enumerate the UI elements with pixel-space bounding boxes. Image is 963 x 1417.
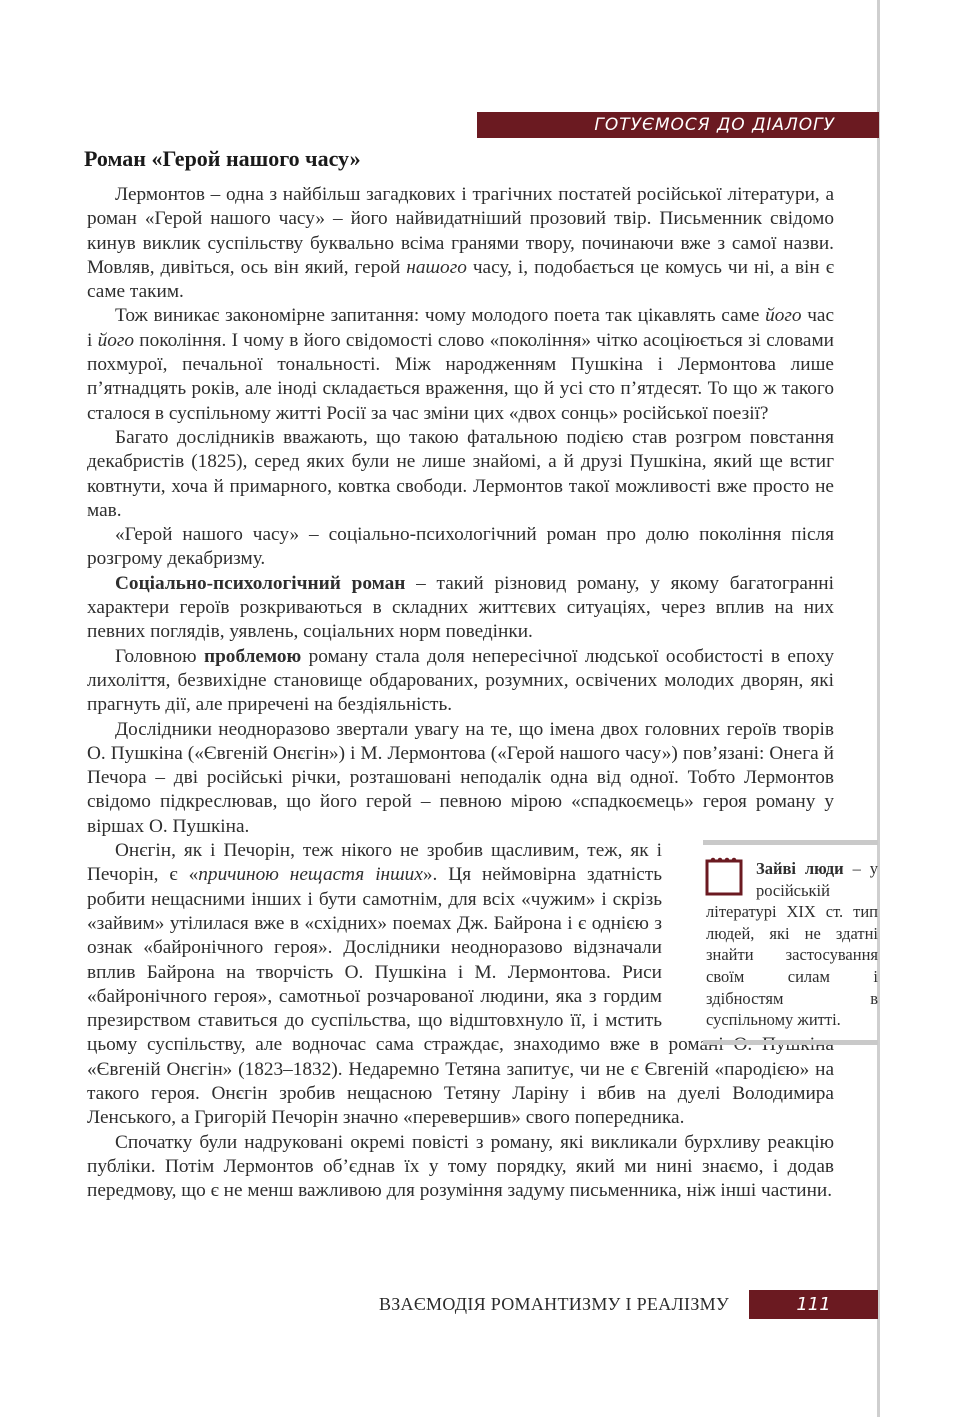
paragraph: Тож виникає закономірне запитання: чому молодого поета так цікавлять саме його час і його покоління. І чому в його свідомості слово «покоління» чітко асоціюється зі словами похмурої, печальної тональності. Між народженням Пушкіна і Лермонтова лише п’ятнадцять років, але іноді складається враження, що й усі сто п’ятдесят. То що ж такого сталося в суспільному житті Росії за час зміни цих «двох сонць» російської поезії? — [87, 305, 835, 424]
paragraph: «Герой нашого часу» – соціально-психологічний роман про долю покоління після розгрому декабризму. — [87, 524, 834, 570]
paragraph: Дослідники неодноразово звертали увагу на те, що імена двох головних героїв творів О. Пушкіна («Євгеній Онєгін») і М. Лермонтова («Герой нашого часу») пов’язані: Онега й Печора – дві російські річки, розташовані неподалік одна від одної. Тобто Лермонтов свідомо підкреслював, що його герой – певною мірою «спадкоємець» героя роману у віршах О. Пушкіна. — [87, 718, 834, 837]
page-edge-rule — [877, 0, 880, 1417]
section-banner: ГОТУЄМОСЯ ДО ДІАЛОГУ — [477, 112, 879, 138]
sidebar-note — [706, 858, 878, 1031]
article-body — [87, 183, 834, 1203]
paragraph: Багато дослідників вважають, що такою фатальною подією став розгром повстання декабристів (1825), серед яких були не лише знайомі, а й друзі Пушкіна, який ще встиг ковтнути, хоча й примарного, ковтка свободи. Лермонтов такої можливості вже просто не мав. — [87, 426, 834, 521]
paragraph: Соціально-психологічний роман – такий різновид роману, у якому багатогранні характери героїв розкриваються в складних життєвих ситуаціях, через вплив на них певних поглядів, уявлень, соціальних норм поведінки. — [87, 572, 834, 643]
paragraph: Головною проблемою роману стала доля непересічної людської особистості в епоху лихоліття, безвихідне становище обдарованих, розумних, освічених молодих дворян, які прагнуть дії, але приречені на бездіяльність. — [87, 645, 834, 716]
sidebar-definition: – у російській літературі XIX ст. тип людей, які не здатні знайти застосування своїм силам і здібностям в суспільному житті. — [706, 859, 878, 1030]
article-title: Роман «Герой нашого часу» — [84, 146, 361, 171]
paragraph: Онєгін, як і Печорін, теж нікого не зробив щасливим, теж, як і Печорін, є «причиною нещастя інших». Ця неймовірна здатність робити нещасними інших і бути самотнім, для всіх «чужим» і скрізь «зайвим» утілилася вже в «східних» поемах Дж. Байрона і є однією з ознак «байронічного героя». Дослідники неодноразово відзначали вплив Байрона на творчість О. Пушкіна і М. Лермонтова. Риси «байронічного героя», самотньої розчарованої людини, яка з гордим презирством ставиться до суспільства, що відштовхнуло її, і мстить цьому суспільству, але водночас сама страждає, знаходимо вже в романі О. Пушкіна «Євгеній Онєгін» (1823–1832). Недаремно Тетяна запитує, чи не є Євгеній «пародією» на такого героя. Онєгін зробив нещасною Тетяну Ларіну і вбив на дуелі Володимира Ленського, а Григорій Печорін значно «перевершив» свого попередника. — [87, 840, 834, 1129]
term-problem: проблемою — [203, 645, 302, 667]
paragraph: Спочатку були надруковані окремі повісті з роману, які викликали бурхливу реакцію публіки. Потім Лермонтов об’єднав їх у тому порядку, який ми нині знаємо, і додав передмову, що є не менш важливою для розуміння задуму письменника, ніж інші частини. — [87, 1131, 834, 1202]
paragraph: Лермонтов – одна з найбільш загадкових і трагічних постатей російської літератури, а роман «Герой нашого часу» – його найвидатніший прозовий твір. Письменник свідомо кинув виклик суспільству буквально всіма гранями твору, починаючи вже з самої назви. Мовляв, дивіться, ось він який, герой нашого часу, і, подобається це комусь чи ні, а він є саме таким. — [87, 184, 834, 303]
sidebar-term: Зайві люди — [756, 859, 844, 878]
term-social-psychological-novel: Соціально-психологічний роман — [115, 572, 406, 594]
page-number: 111 — [749, 1290, 878, 1319]
footer-section-title: ВЗАЄМОДІЯ РОМАНТИЗМУ І РЕАЛІЗМУ — [378, 1294, 729, 1314]
